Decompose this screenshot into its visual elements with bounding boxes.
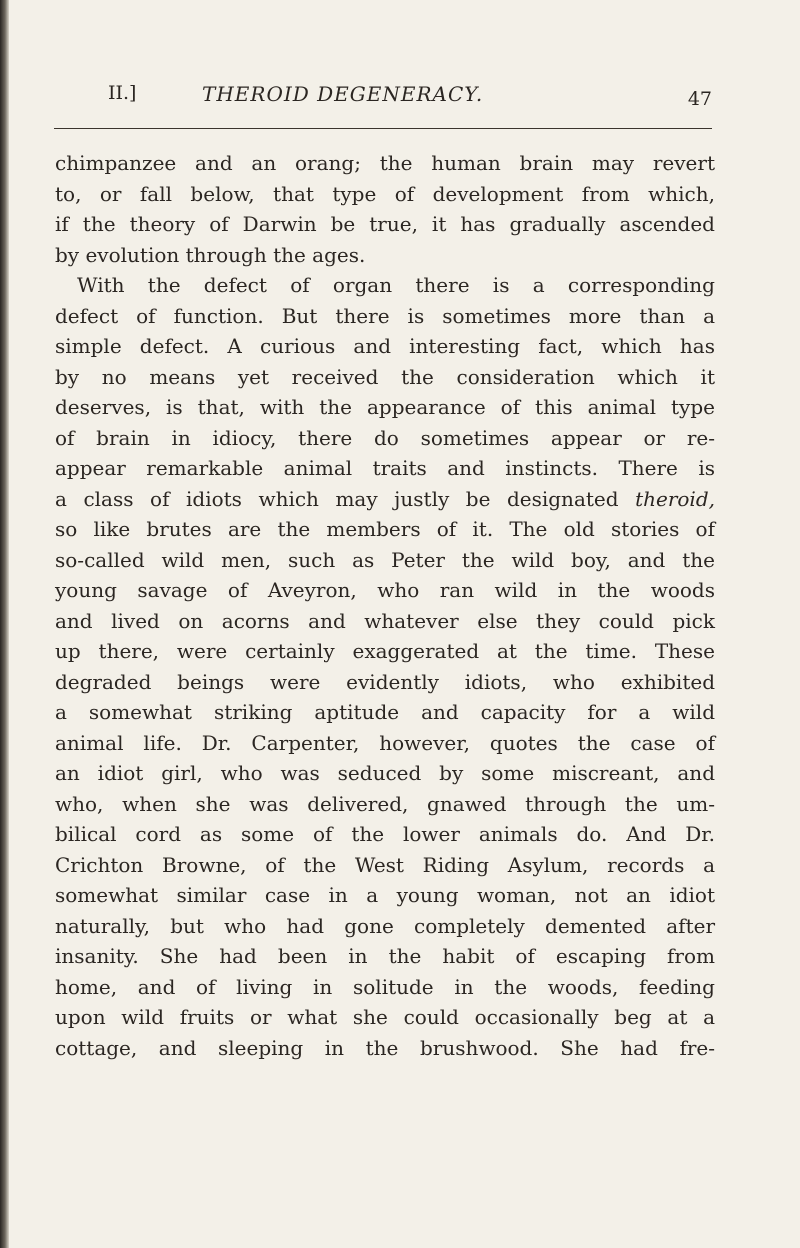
text-line: naturally, but who had gone completely demented after xyxy=(55,913,715,938)
text-line: up there, were certainly exaggerated at the time. These xyxy=(55,639,715,663)
text-line: degraded beings were evidently idiots, who exhibited xyxy=(55,669,715,694)
text-line: With the defect of organ there is a corresponding xyxy=(77,273,715,297)
text-line: a somewhat striking aptitude and capacity for a wild xyxy=(55,700,715,724)
chapter-marker: II.] xyxy=(108,82,137,104)
text-line: if the theory of Darwin be true, it has gradually ascended xyxy=(55,212,715,236)
text-line: animal life. Dr. Carpenter, however, quotes the case of xyxy=(55,730,715,755)
text-line: deserves, is that, with the appearance of this animal type xyxy=(55,395,715,419)
text-line: Crichton Browne, of the West Riding Asylum, records a xyxy=(55,852,715,877)
text-line: somewhat similar case in a young woman, not an idiot xyxy=(55,883,715,907)
text-line: upon wild fruits or what she could occasionally beg at a xyxy=(55,1005,715,1029)
text-line: young savage of Aveyron, who ran wild in the woods xyxy=(55,578,715,602)
text-line: insanity. She had been in the habit of escaping from xyxy=(55,944,715,968)
running-title: THEROID DEGENERACY. xyxy=(202,82,484,106)
italic-term: theroid, xyxy=(635,486,715,511)
text-line: simple defect. A curious and interesting fact, which has xyxy=(55,334,715,358)
book-spine-shadow xyxy=(0,0,9,1248)
text-line: chimpanzee and an orang; the human brain may revert xyxy=(55,151,715,175)
text-line: and lived on acorns and whatever else they could pick xyxy=(55,608,715,633)
text-line: who, when she was delivered, gnawed through the um- xyxy=(55,791,715,816)
body-text xyxy=(55,148,715,1063)
text-line: home, and of living in solitude in the woods, feeding xyxy=(55,974,715,999)
text-line: so-called wild men, such as Peter the wild boy, and the xyxy=(55,547,715,572)
text-line-start: a class of idiots which may justly be designated xyxy=(55,486,636,511)
text-line: by evolution through the ages. xyxy=(55,242,366,267)
text-line: cottage, and sleeping in the brushwood. She had fre- xyxy=(55,1035,715,1060)
text-line: to, or fall below, that type of development from which, xyxy=(55,181,715,206)
page-header xyxy=(108,82,712,112)
text-line: an idiot girl, who was seduced by some miscreant, and xyxy=(55,761,715,785)
text-line: so like brutes are the members of it. The old stories of xyxy=(55,517,715,541)
text-line: appear remarkable animal traits and instincts. There is xyxy=(55,456,715,480)
text-line: by no means yet received the consideration which it xyxy=(55,364,715,389)
page-number: 47 xyxy=(687,88,712,110)
text-line: bilical cord as some of the lower animals do. And Dr. xyxy=(55,822,715,846)
text-line: of brain in idiocy, there do sometimes appear or re- xyxy=(55,425,715,450)
text-line: defect of function. But there is sometimes more than a xyxy=(55,303,715,328)
header-rule xyxy=(54,128,712,129)
text-line xyxy=(55,484,715,515)
